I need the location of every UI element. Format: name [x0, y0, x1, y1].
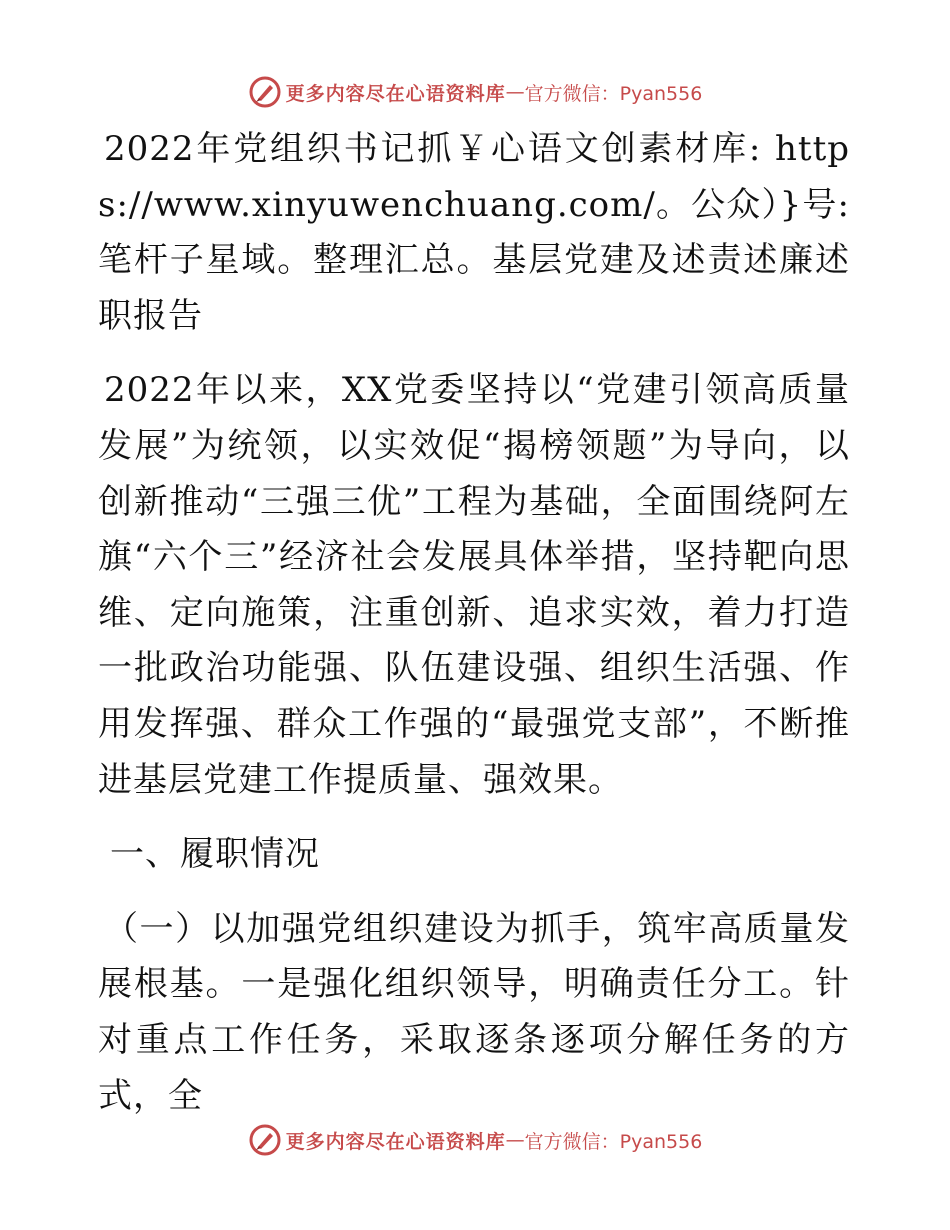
- intro-paragraph: 2022年以来，XX党委坚持以“党建引领高质量发展”为统领，以实效促“揭榜领题”为导向，以创新推动“三强三优”工程为基础，全面围绕阿左旗“六个三”经济社会发展具体举措，坚持靶向思维、定向施策，注重创新、追求实效，着力打造一批政治功能强、队伍建设强、组织生活强、作用发挥强、群众工作强的“最强党支部”，不断推进基层党建工作提质量、强效果。: [98, 370, 850, 800]
- section-heading: 一、履职情况: [110, 834, 320, 875]
- watermark-footer: [0, 1120, 950, 1160]
- watermark-dash: —: [505, 1129, 525, 1151]
- watermark-wechat: 官方微信：Pyan556: [524, 1130, 703, 1153]
- watermark-wechat: 官方微信：Pyan556: [524, 82, 703, 105]
- watermark-text: 更多内容尽在心语资料库: [285, 1130, 506, 1153]
- document-body: [98, 122, 850, 1143]
- brush-pen-logo-icon: [248, 1123, 282, 1157]
- title-paragraph: 2022年党组织书记抓￥心语文创素材库: https://www.xinyuwenchuang.com/。公众）}号: 笔杆子星域。整理汇总。基层党建及述责述廉述职报告: [98, 129, 850, 336]
- section-paragraph: （一）以加强党组织建设为抓手，筑牢高质量发展根基。一是强化组织领导，明确责任分工。针对重点工作任务，采取逐条逐项分解任务的方式，全: [98, 908, 850, 1116]
- watermark-header: [0, 72, 950, 112]
- brush-pen-logo-icon: [248, 75, 282, 109]
- watermark-dash: —: [505, 81, 525, 103]
- watermark-text: 更多内容尽在心语资料库: [285, 82, 506, 105]
